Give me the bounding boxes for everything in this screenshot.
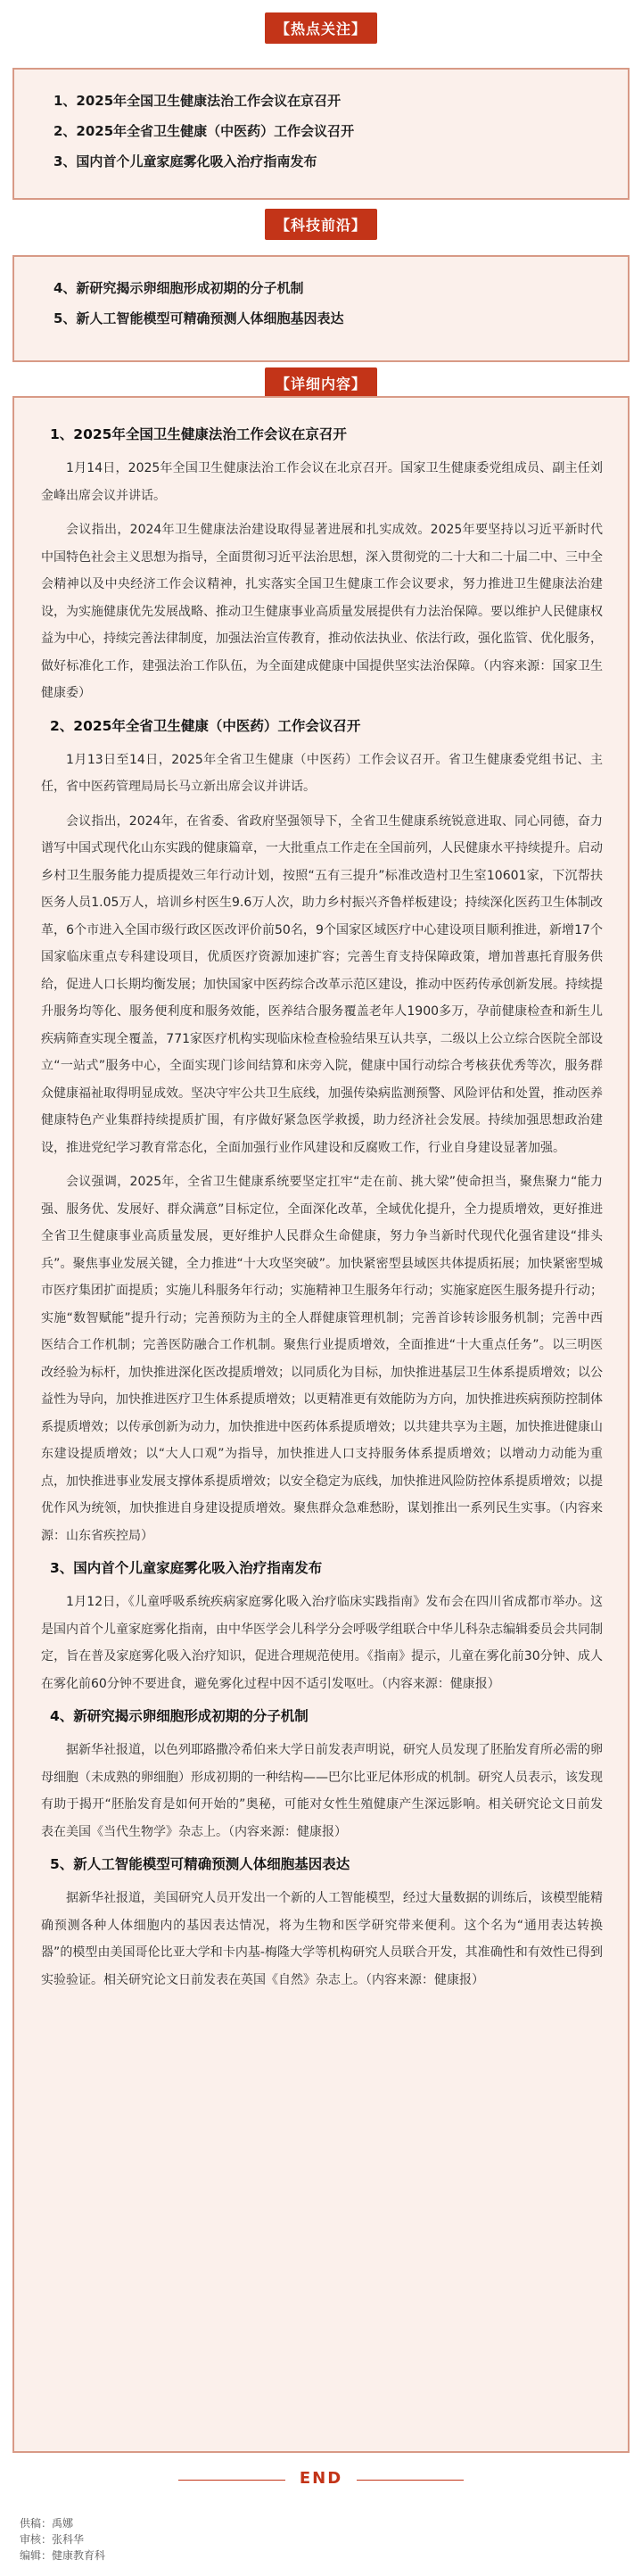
- article-5: [41, 1853, 603, 1994]
- credits: [20, 2515, 105, 2564]
- article-paragraph: 1月14日，2025年全国卫生健康法治工作会议在北京召开。国家卫生健康委党组成员、副主任刘金峰出席会议并讲话。: [41, 461, 603, 503]
- article-4: [41, 1705, 603, 1845]
- end-divider-left: [178, 2480, 285, 2481]
- end-marker: [0, 2469, 642, 2488]
- credit-line: 供稿：禹娜: [20, 2517, 74, 2530]
- article-paragraph: 据新华社报道，以色列耶路撒冷希伯来大学日前发表声明说，研究人员发现了胚胎发育所必需的卵母细胞（未成熟的卵细胞）形成初期的一种结构——巴尔比亚尼体形成的机制。研究人员表示，该发现有助于揭开“胚胎发育是如何开始的”奥秘，可能对女性生殖健康产生深远影响。相关研究论文日前发表在美国《当代生物学》杂志上。（内容来源：健康报）: [41, 1743, 603, 1839]
- article-3: [41, 1556, 603, 1697]
- article-1: [41, 423, 603, 707]
- section-tag-hot: 【热点关注】: [265, 12, 377, 44]
- credit-line: 编辑：健康教育科: [20, 2549, 106, 2562]
- hot-item: 2、2025年全省卫生健康（中医药）工作会议召开: [54, 123, 355, 139]
- article-paragraph: 会议指出，2024年，在省委、省政府坚强领导下，全省卫生健康系统锐意进取、同心同德，奋力谱写中国式现代化山东实践的健康篇章，一大批重点工作走在全国前列，人民健康水平持续提升。启动乡村卫生服务能力提质提效三年行动计划，按照“五有三提升”标准改造村卫生室10601家，下沉帮扶医务人员1.05万人，培训乡村医生9.6万人次，助力乡村振兴齐鲁样板建设；持续深化医药卫生体制改革，6个市进入全国市级行政区医改评价前50名，9个国家区域医疗中心建设项目顺利推进，新增17个国家临床重点专科建设项目，优质医疗资源加速扩容；完善生育支持保障政策，增加普惠托育服务供给，促进人口长期均衡发展；加快国家中医药综合改革示范区建设，推动中医药传承创新发展。持续提升服务均等化、服务便利度和服务效能，医养结合服务覆盖老年人1900多万，孕前健康检查和新生儿疾病筛查实现全覆盖，771家医疗机构实现临床检查检验结果互认共享，二级以上公立综合医院全部设立“一站式”服务中心，全面实现门诊间结算和床旁入院，健康中国行动综合考核获优秀等次，服务群众健康福祉取得明显成效。坚决守牢公共卫生底线，加强传染病监测预警、风险评估和处置，推动医养健康特色产业集群持续提质扩围，有序做好紧急医学救援，助力经济社会发展。持续加强思想政治建设，推进党纪学习教育常态化，全面加强行业作风建设和反腐败工作，行业自身建设显著加强。: [41, 813, 603, 1155]
- credit-line: 审核：张科华: [20, 2533, 85, 2546]
- article-title: 4、新研究揭示卵细胞形成初期的分子机制: [50, 1708, 309, 1724]
- section-tag-tech: 【科技前沿】: [265, 209, 377, 240]
- section-tag-detail: 【详细内容】: [265, 367, 377, 399]
- section-header-tech: [0, 209, 642, 240]
- end-text: END: [299, 2469, 343, 2488]
- end-divider-right: [357, 2480, 464, 2481]
- article-paragraph: 1月12日，《儿童呼吸系统疾病家庭雾化吸入治疗临床实践指南》发布会在四川省成都市举办。这是国内首个儿童家庭雾化指南，由中华医学会儿科学分会呼吸学组联合中华儿科杂志编辑委员会共同制定，旨在普及家庭雾化吸入治疗知识，促进合理规范使用。《指南》提示，儿童在雾化前30分钟、成人在雾化前60分钟不要进食，避免雾化过程中因不适引发呕吐。（内容来源：健康报）: [41, 1595, 603, 1691]
- article-paragraph: 1月13日至14日，2025年全省卫生健康（中医药）工作会议召开。省卫生健康委党组书记、主任，省中医药管理局局长马立新出席会议并讲话。: [41, 752, 603, 794]
- section-header-detail: [0, 367, 642, 399]
- article-paragraph: 据新华社报道，美国研究人员开发出一个新的人工智能模型，经过大量数据的训练后，该模型能精确预测各种人体细胞内的基因表达情况，将为生物和医学研究带来便利。这个名为“通用表达转换器”的模型由美国哥伦比亚大学和卡内基-梅隆大学等机构研究人员联合开发，其准确性和有效性已得到实验验证。相关研究论文日前发表在英国《自然》杂志上。（内容来源：健康报）: [41, 1891, 603, 1987]
- detail-box: [12, 396, 630, 2453]
- article-title: 2、2025年全省卫生健康（中医药）工作会议召开: [50, 717, 361, 734]
- hot-summary-box: [12, 68, 630, 200]
- article-paragraph: 会议强调，2025年，全省卫生健康系统要坚定扛牢“走在前、挑大梁”使命担当，聚焦聚力“能力强、服务优、发展好、群众满意”目标定位，全面深化改革，全域优化提升，全力提质增效，更好推进全省卫生健康事业高质量发展，更好维护人民群众生命健康，努力争当新时代现代化强省建设“排头兵”。聚焦事业发展关键，全力推进“十大攻坚突破”。加快紧密型县域医共体提质拓展；加快紧密型城市医疗集团扩面提质；实施儿科服务年行动；实施精神卫生服务年行动；实施家庭医生服务提升行动；实施“数智赋能”提升行动；完善预防为主的全人群健康管理机制；完善首诊转诊服务机制；完善中西医结合工作机制；完善医防融合工作机制。聚焦行业提质增效，全面推进“十大重点任务”。以三明医改经验为标杆，加快推进深化医改提质增效；以同质化为目标，加快推进基层卫生体系提质增效；以公益性为导向，加快推进医疗卫生体系提质增效；以更精准更有效能防为方向，加快推进疾病预防控制体系提质增效；以传承创新为动力，加快推进中医药体系提质增效；以共建共享为主题，加快推进健康山东建设提质增效；以“大人口观”为指导，加快推进人口支持服务体系提质增效；以增动力动能为重点，加快推进事业发展支撑体系提质增效；以安全稳定为底线，加快推进风险防控体系提质增效；以提优作风为统领，加快推进自身建设提质增效。聚焦群众急难愁盼，谋划推出一系列民生实事。（内容来源：山东省疾控局）: [41, 1175, 603, 1543]
- article-paragraph: 会议指出，2024年卫生健康法治建设取得显著进展和扎实成效。2025年要坚持以习近平新时代中国特色社会主义思想为指导，全面贯彻习近平法治思想，深入贯彻党的二十大和二十届二中、三中全会精神以及中央经济工作会议精神，扎实落实全国卫生健康工作会议要求，努力推进卫生健康法治建设，为实施健康优先发展战略、推动卫生健康事业高质量发展提供有力法治保障。要以维护人民健康权益为中心，持续完善法律制度，加强法治宣传教育，推动依法执业、依法行政，强化监管、优化服务，做好标准化工作，建强法治工作队伍，为全面建成健康中国提供坚实法治保障。（内容来源：国家卫生健康委）: [41, 523, 603, 700]
- hot-item: 3、国内首个儿童家庭雾化吸入治疗指南发布: [54, 153, 317, 169]
- tech-item: 5、新人工智能模型可精确预测人体细胞基因表达: [54, 310, 344, 326]
- tech-item: 4、新研究揭示卵细胞形成初期的分子机制: [54, 280, 304, 296]
- hot-item: 1、2025年全国卫生健康法治工作会议在京召开: [54, 93, 342, 109]
- section-header-hot: [0, 12, 642, 44]
- article-title: 1、2025年全国卫生健康法治工作会议在京召开: [50, 426, 347, 442]
- article-title: 5、新人工智能模型可精确预测人体细胞基因表达: [50, 1856, 350, 1872]
- tech-summary-box: [12, 255, 630, 362]
- article-title: 3、国内首个儿童家庭雾化吸入治疗指南发布: [50, 1560, 323, 1576]
- article-2: [41, 714, 603, 1550]
